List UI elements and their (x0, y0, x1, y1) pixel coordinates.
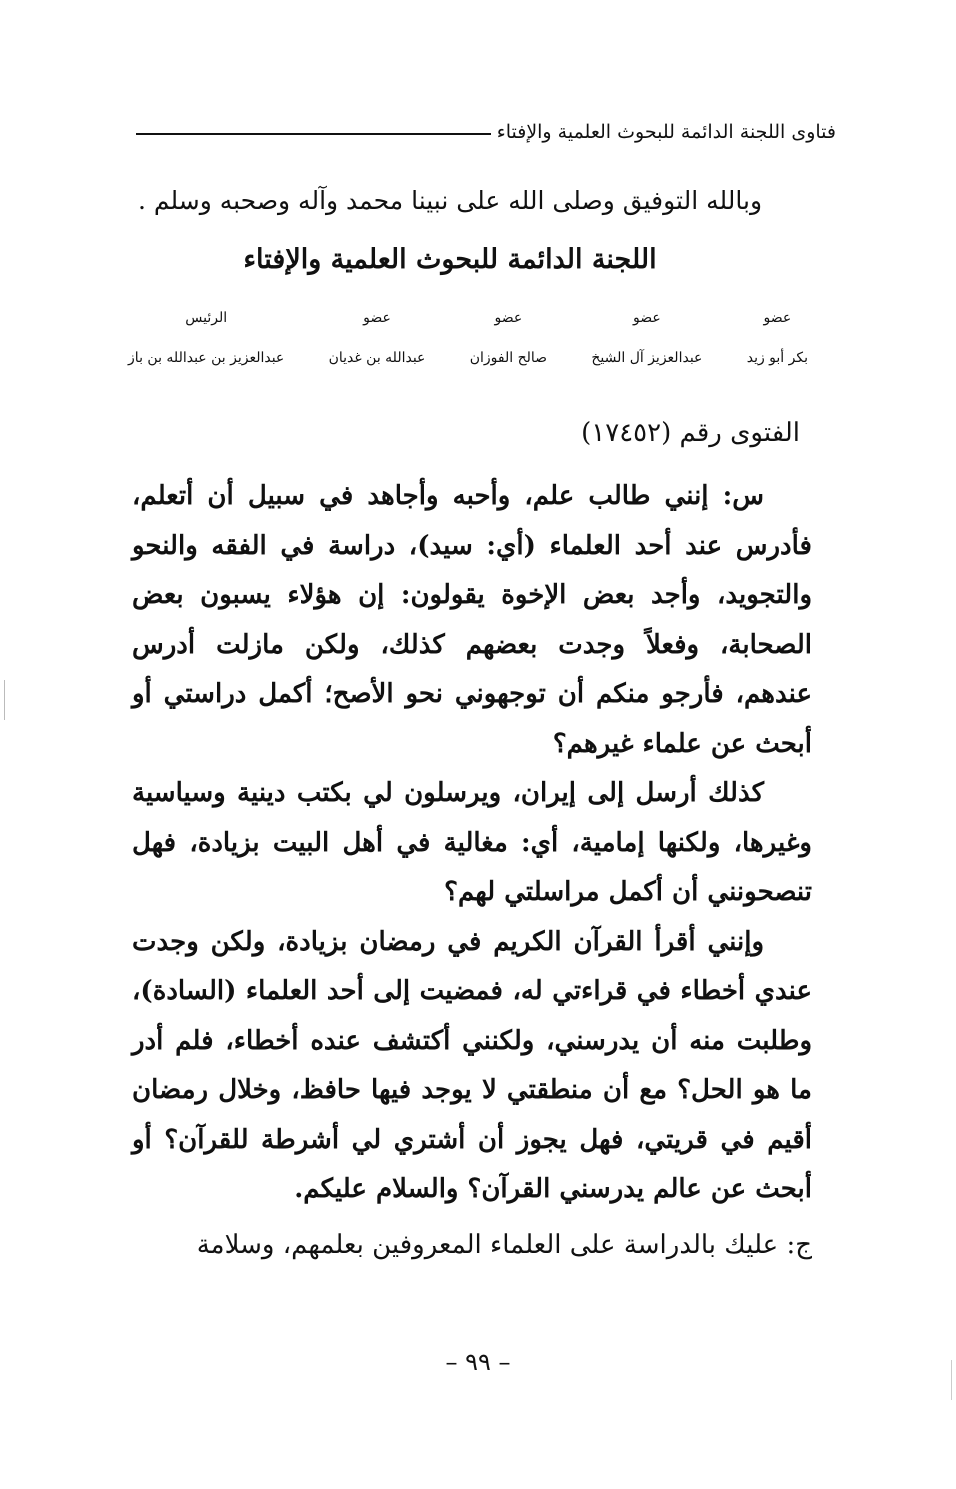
page-number: – ٩٩ – (445, 1348, 511, 1376)
signatory-role: عضو (363, 310, 391, 326)
signatory-role: الرئيس (185, 310, 228, 326)
signatory-name: عبدالعزيز بن عبدالله بن باز (128, 350, 285, 366)
scan-margin-mark (951, 1360, 952, 1400)
question-paragraph-1: س: إنني طالب علم، وأحبه وأجاهد في سبيل أن أتعلم، فأدرس عند أحد العلماء (أي: سيد)، دراسة في الفقه والنحو والتجويد، وأجد بعض الإخوة يقولون: إن هؤلاء يسبون بعض الصحابة، وفعلاً وجدت بعضهم كذلك، ولكن مازلت أدرس عندهم، فأرجو منكم أن توجهوني نحو الأصح؛ أكمل دراستي أو أبحث عن علماء غيرهم؟ (132, 481, 812, 759)
committee-title: اللجنة الدائمة للبحوث العلمية والإفتاء (243, 244, 657, 275)
running-header-title: فتاوى اللجنة الدائمة للبحوث العلمية والإفتاء (496, 121, 836, 143)
fatwa-body (132, 472, 812, 1271)
signatories (128, 305, 808, 371)
signatory-role: عضو (494, 310, 523, 326)
answer-paragraph: ج: عليك بالدراسة على العلماء المعروفين بعلمهم، وسلامة (196, 1229, 812, 1260)
question-paragraph-2: كذلك أرسل إلى إيران، ويرسلون لي بكتب دينية وسياسية وغيرها، ولكنها إمامية، أي: مغالية في أهل البيت بزيادة، فهل تنصحونني أن أكمل مراسلتي لهم؟ (132, 778, 812, 907)
signatory-name: صالح الفوزان (469, 350, 548, 366)
signatory-name: عبدالله بن غديان (328, 350, 426, 366)
question-paragraph-3: وإنني أقرأ القرآن الكريم في رمضان بزيادة، ولكن وجدت عندي أخطاء في قراءتي له، فمضيت إلى أحد العلماء (السادة)، وطلبت منه أن يدرسني، ولكنني أكتشف عنده أخطاء، فلم أدر ما هو الحل؟ مع أن منطقتي لا يوجد فيها حافظ، وخلال رمضان أقيم في قريتي، فهل يجوز أن أشتري لي أشرطة للقرآن؟ أو أبحث عن عالم يدرسني القرآن؟ والسلام عليكم. (132, 926, 812, 1204)
signatory-name: بكر أبو زيد (746, 350, 808, 366)
signatory-role: عضو (763, 310, 792, 326)
closing-formula: وبالله التوفيق وصلى الله على نبينا محمد وآله وصحبه وسلم . (137, 186, 763, 215)
header-rule (136, 133, 491, 135)
signatory-role: عضو (633, 310, 661, 326)
signatory (329, 305, 426, 371)
signatory-name: عبدالعزيز آل الشيخ (591, 350, 703, 366)
signatory (128, 305, 284, 371)
running-header (136, 112, 836, 152)
signatory (470, 305, 547, 371)
signatory (591, 305, 702, 371)
signatory (747, 305, 808, 371)
scan-margin-mark (4, 680, 5, 720)
fatwa-number: الفتوى رقم (١٧٤٥٢) (581, 418, 800, 448)
